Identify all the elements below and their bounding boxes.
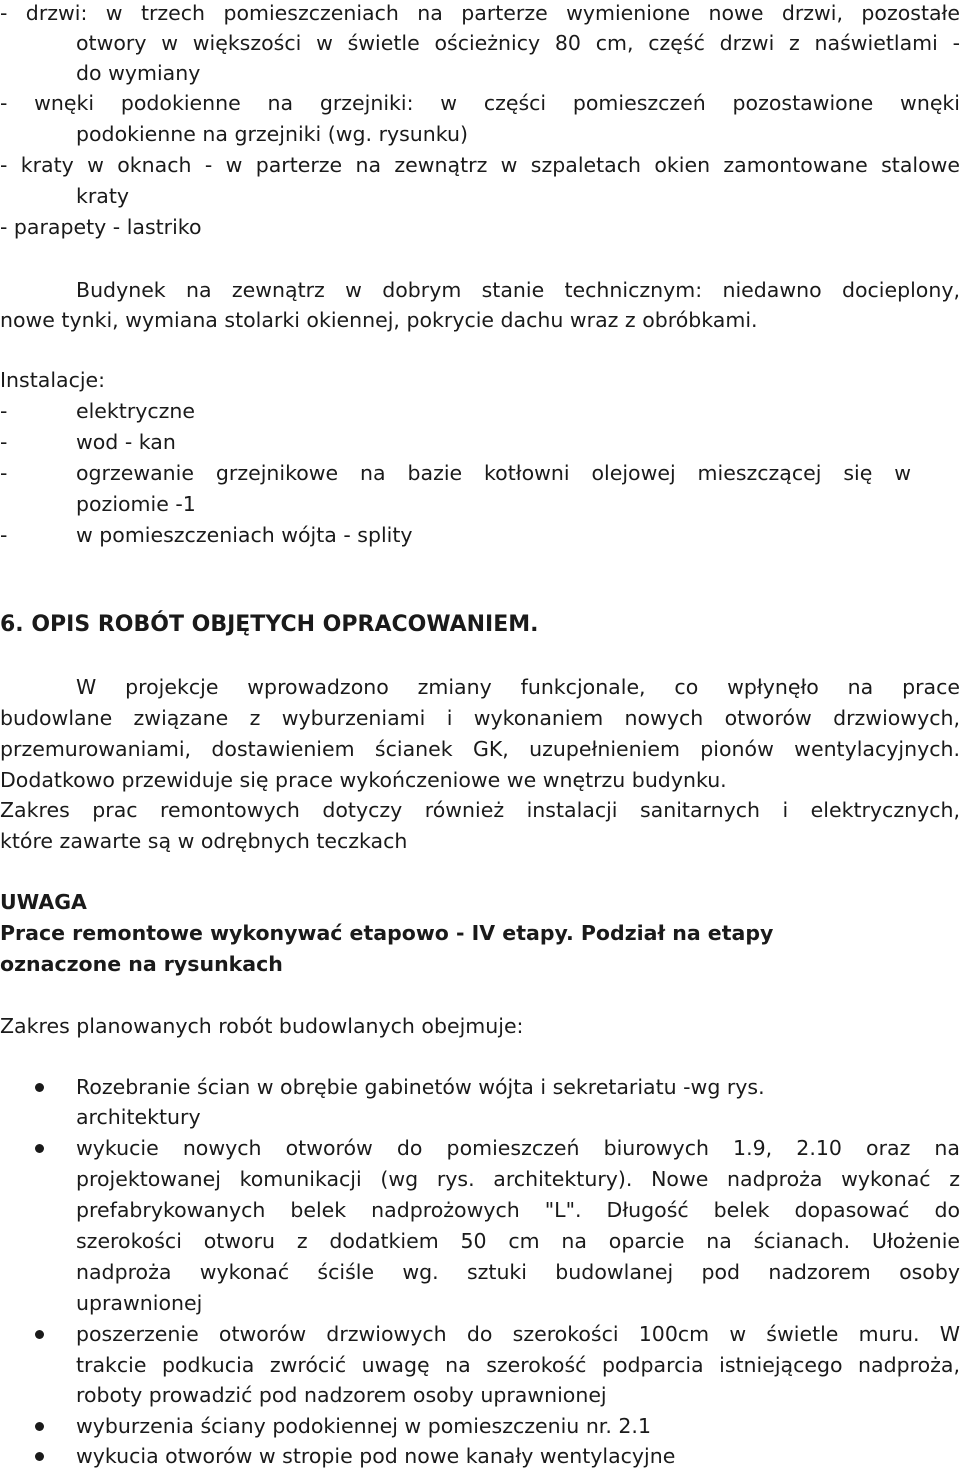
scope-item-line: Rozebranie ścian w obrębie gabinetów wójta i sekretariatu -wg rys. [76,1075,765,1099]
intro-line-7: kraty [76,184,130,208]
dash-marker: - [0,461,8,485]
dash-marker: - [0,430,8,454]
bullet-icon [35,1422,44,1431]
intro-line-5: podokienne na grzejniki (wg. rysunku) [76,122,469,146]
installations-title: Instalacje: [0,368,106,392]
section-paragraph-line: które zawarte są w odrębnych teczkach [0,829,408,853]
scope-item-line: wyburzenia ściany podokiennej w pomieszczeniu nr. 2.1 [76,1414,651,1438]
scope-item-line: nadproża wykonać ściśle wg. sztuki budowlanej pod nadzorem osoby [76,1260,960,1284]
scope-item-line: poszerzenie otworów drzwiowych do szerokości 100cm w świetle muru. W [76,1322,960,1346]
scope-item-line: projektowanej komunikacji (wg rys. architektury). Nowe nadproża wykonać z [76,1167,960,1191]
notice-line: Prace remontowe wykonywać etapowo - IV etapy. Podział na etapy [0,921,774,945]
scope-item-line: architektury [76,1105,201,1129]
scope-item-line: szerokości otworu z dodatkiem 50 cm na oparcie na ścianach. Ułożenie [76,1229,960,1253]
scope-item-line: roboty prowadzić pod nadzorem osoby uprawnionej [76,1383,607,1407]
installation-text: ogrzewanie grzejnikowe na bazie kotłowni olejowej mieszczącej się w [76,461,911,485]
section-paragraph-line: W projekcje wprowadzono zmiany funkcjonale, co wpłynęło na prace [76,675,960,699]
building-line-2: nowe tynki, wymiana stolarki okiennej, pokrycie dachu wraz z obróbkami. [0,308,758,332]
scope-item-line: trakcie podkucia zwrócić uwagę na szerokość podparcia istniejącego nadproża, [76,1353,960,1377]
bullet-icon [35,1452,44,1461]
section-paragraph-line: budowlane związane z wyburzeniami i wykonaniem nowych otworów drzwiowych, [0,706,960,730]
notice-line: oznaczone na rysunkach [0,952,283,976]
section-paragraph-line: przemurowaniami, dostawieniem ścianek GK, uzupełnieniem pionów wentylacyjnych. [0,737,960,761]
installation-text: wod - kan [76,430,176,454]
section-paragraph-line: Dodatkowo przewiduje się prace wykończeniowe we wnętrzu budynku. [0,768,727,792]
bullet-icon [35,1083,44,1092]
installation-text: elektryczne [76,399,196,423]
intro-line-6: - kraty w oknach - w parterze na zewnątrz w szpaletach okien zamontowane stalowe [0,153,960,177]
section-heading: 6. OPIS ROBÓT OBJĘTYCH OPRACOWANIEM. [0,612,539,637]
scope-item-line: wykucie nowych otworów do pomieszczeń biurowych 1.9, 2.10 oraz na [76,1136,960,1160]
installation-text-continued: poziomie -1 [76,492,196,516]
bullet-icon [35,1330,44,1339]
scope-item-line: wykucia otworów w stropie pod nowe kanały wentylacyjne [76,1444,676,1468]
dash-marker: - [0,399,8,423]
section-paragraph-line: Zakres prac remontowych dotyczy również instalacji sanitarnych i elektrycznych, [0,798,960,822]
intro-line-1: - drzwi: w trzech pomieszczeniach na parterze wymienione nowe drzwi, pozostałe [0,1,960,25]
scope-item-line: prefabrykowanych belek nadprożowych "L". Długość belek dopasować do [76,1198,960,1222]
dash-marker: - [0,523,8,547]
notice-title: UWAGA [0,890,87,914]
scope-title: Zakres planowanych robót budowlanych obejmuje: [0,1014,524,1038]
installation-text: w pomieszczeniach wójta - splity [76,523,413,547]
intro-line-4: - wnęki podokienne na grzejniki: w części pomieszczeń pozostawione wnęki [0,91,960,115]
bullet-icon [35,1144,44,1153]
intro-line-8: - parapety - lastriko [0,215,202,239]
intro-line-3: do wymiany [76,61,201,85]
building-line-1: Budynek na zewnątrz w dobrym stanie technicznym: niedawno docieplony, [76,278,960,302]
intro-line-2: otwory w większości w świetle ościeżnicy 80 cm, część drzwi z naświetlami - [76,31,960,55]
scope-item-line: uprawnionej [76,1291,203,1315]
